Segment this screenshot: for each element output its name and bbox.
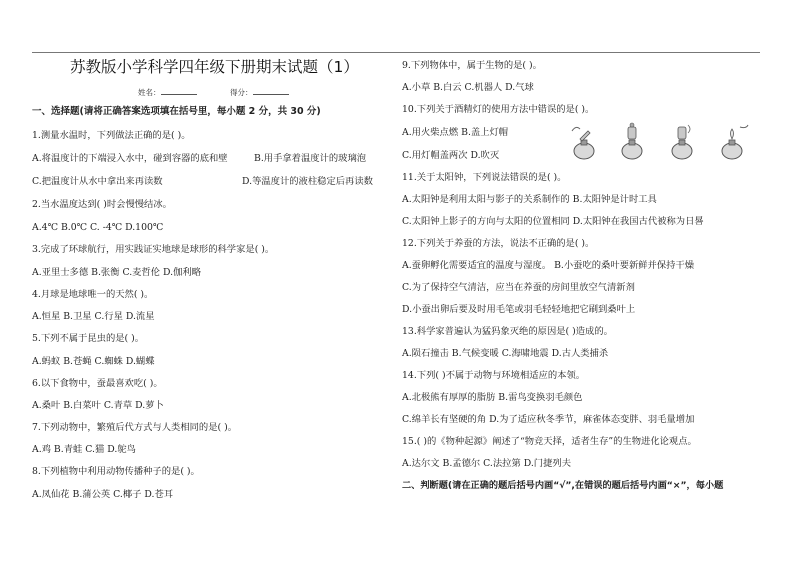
q5-stem: 5.下列不属于昆虫的是( )。	[32, 333, 145, 344]
q1-stem: 1.测量水温时，下列做法正确的是( )。	[32, 130, 191, 141]
top-rule	[32, 52, 760, 53]
q1-option-d: D.等温度计的液柱稳定后再读数	[242, 176, 373, 187]
q7-stem: 7.下列动物中，繁殖后代方式与人类相同的是( )。	[32, 422, 238, 433]
q2-stem: 2.当水温度达到( )时会慢慢结冰。	[32, 199, 172, 210]
q10-options-ab: A.用火柴点燃 B.盖上灯帽	[402, 127, 509, 138]
q11-stem: 11.关于太阳钟，下列说法错误的是( )。	[402, 172, 567, 183]
q9-stem: 9.下列物体中，属于生物的是( )。	[402, 60, 542, 71]
q6-stem: 6.以下食物中，蚕最喜欢吃( )。	[32, 378, 163, 389]
q12-options-ab: A.蚕卵孵化需要适宜的温度与湿度。 B.小蚕吃的桑叶要新鲜并保持干燥	[402, 260, 695, 271]
section2-heading: 二、判断题(请在正确的题后括号内画“√”,在错误的题后括号内画“×”，每小题	[402, 480, 724, 491]
q3-stem: 3.完成了环球航行，用实践证实地球是球形的科学家是( )。	[32, 244, 275, 255]
q11-options-cd: C.太阳钟上影子的方向与太阳的位置相同 D.太阳钟在我国古代被称为日晷	[402, 216, 704, 227]
q9-options: A.小草 B.白云 C.机器人 D.气球	[402, 82, 534, 93]
q13-stem: 13.科学家普遍认为猛犸象灭绝的原因是( )造成的。	[402, 326, 613, 337]
lamp-blow-icon	[722, 125, 748, 159]
page-title: 苏教版小学科学四年级下册期末试题（1）	[70, 58, 359, 76]
name-field	[138, 86, 197, 99]
q14-options-ab: A.北极熊有厚厚的脂肪 B.雷鸟变换羽毛颜色	[402, 392, 583, 403]
alcohol-lamp-illustrations	[568, 121, 768, 161]
q14-options-cd: C.绵羊长有坚硬的角 D.为了适应秋冬季节，麻雀体态变胖、羽毛量增加	[402, 414, 695, 425]
q15-options: A.达尔文 B.孟德尔 C.法拉第 D.门捷列夫	[402, 458, 571, 469]
q13-options: A.陨石撞击 B.气候变暖 C.海啸地震 D.古人类捕杀	[402, 348, 609, 359]
lamp-cap-icon	[622, 123, 642, 159]
q4-options: A.恒星 B.卫星 C.行星 D.流星	[32, 311, 155, 322]
q8-stem: 8.下列植物中利用动物传播种子的是( )。	[32, 466, 200, 477]
q10-options-cd: C.用灯帽盖两次 D.吹灭	[402, 150, 500, 161]
q3-options: A.亚里士多德 B.张衡 C.麦哲伦 D.伽利略	[32, 267, 201, 278]
q1-option-a: A.将温度计的下端浸入水中，碰到容器的底和壁	[32, 153, 228, 164]
q1-option-c: C.把温度计从水中拿出来再读数	[32, 176, 163, 187]
q2-options: A.4℃ B.0℃ C. -4℃ D.100℃	[32, 222, 164, 233]
score-label: 得分：	[230, 88, 253, 97]
q14-stem: 14.下列( )不属于动物与环境相适应的本领。	[402, 370, 586, 381]
q12-option-c: C.为了保持空气清洁，应当在养蚕的房间里放空气清新剂	[402, 282, 635, 293]
score-field	[230, 86, 289, 99]
q11-options-ab: A.太阳钟是利用太阳与影子的关系制作的 B.太阳钟是计时工具	[402, 194, 657, 205]
q6-options: A.桑叶 B.白菜叶 C.青草 D.萝卜	[32, 400, 164, 411]
lamp-icon	[572, 127, 594, 159]
lamp-cap-twice-icon	[672, 125, 692, 159]
name-blank	[161, 86, 197, 95]
q4-stem: 4.月球是地球唯一的天然( )。	[32, 289, 154, 300]
q12-stem: 12.下列关于养蚕的方法，说法不正确的是( )。	[402, 238, 595, 249]
section1-heading: 一、选择题(请将正确答案选项填在括号里，每小题 2 分，共 30 分)	[32, 106, 321, 117]
q7-options: A.鸡 B.青蛙 C.猫 D.鸵鸟	[32, 444, 136, 455]
q10-stem: 10.下列关于酒精灯的使用方法中错误的是( )。	[402, 104, 595, 115]
q5-options: A.蚂蚁 B.苍蝇 C.蜘蛛 D.蝴蝶	[32, 356, 155, 367]
q15-stem: 15.( )的《物种起源》阐述了“物竞天择，适者生存”的生物进化论观点。	[402, 436, 697, 447]
q12-option-d: D.小蚕出卵后要及时用毛笔或羽毛轻轻地把它刷到桑叶上	[402, 304, 636, 315]
q1-option-b: B.用手拿着温度计的玻璃泡	[254, 153, 367, 164]
score-blank	[253, 86, 289, 95]
q8-options: A.凤仙花 B.蒲公英 C.椰子 D.苍耳	[32, 489, 174, 500]
name-label: 姓名：	[138, 88, 161, 97]
